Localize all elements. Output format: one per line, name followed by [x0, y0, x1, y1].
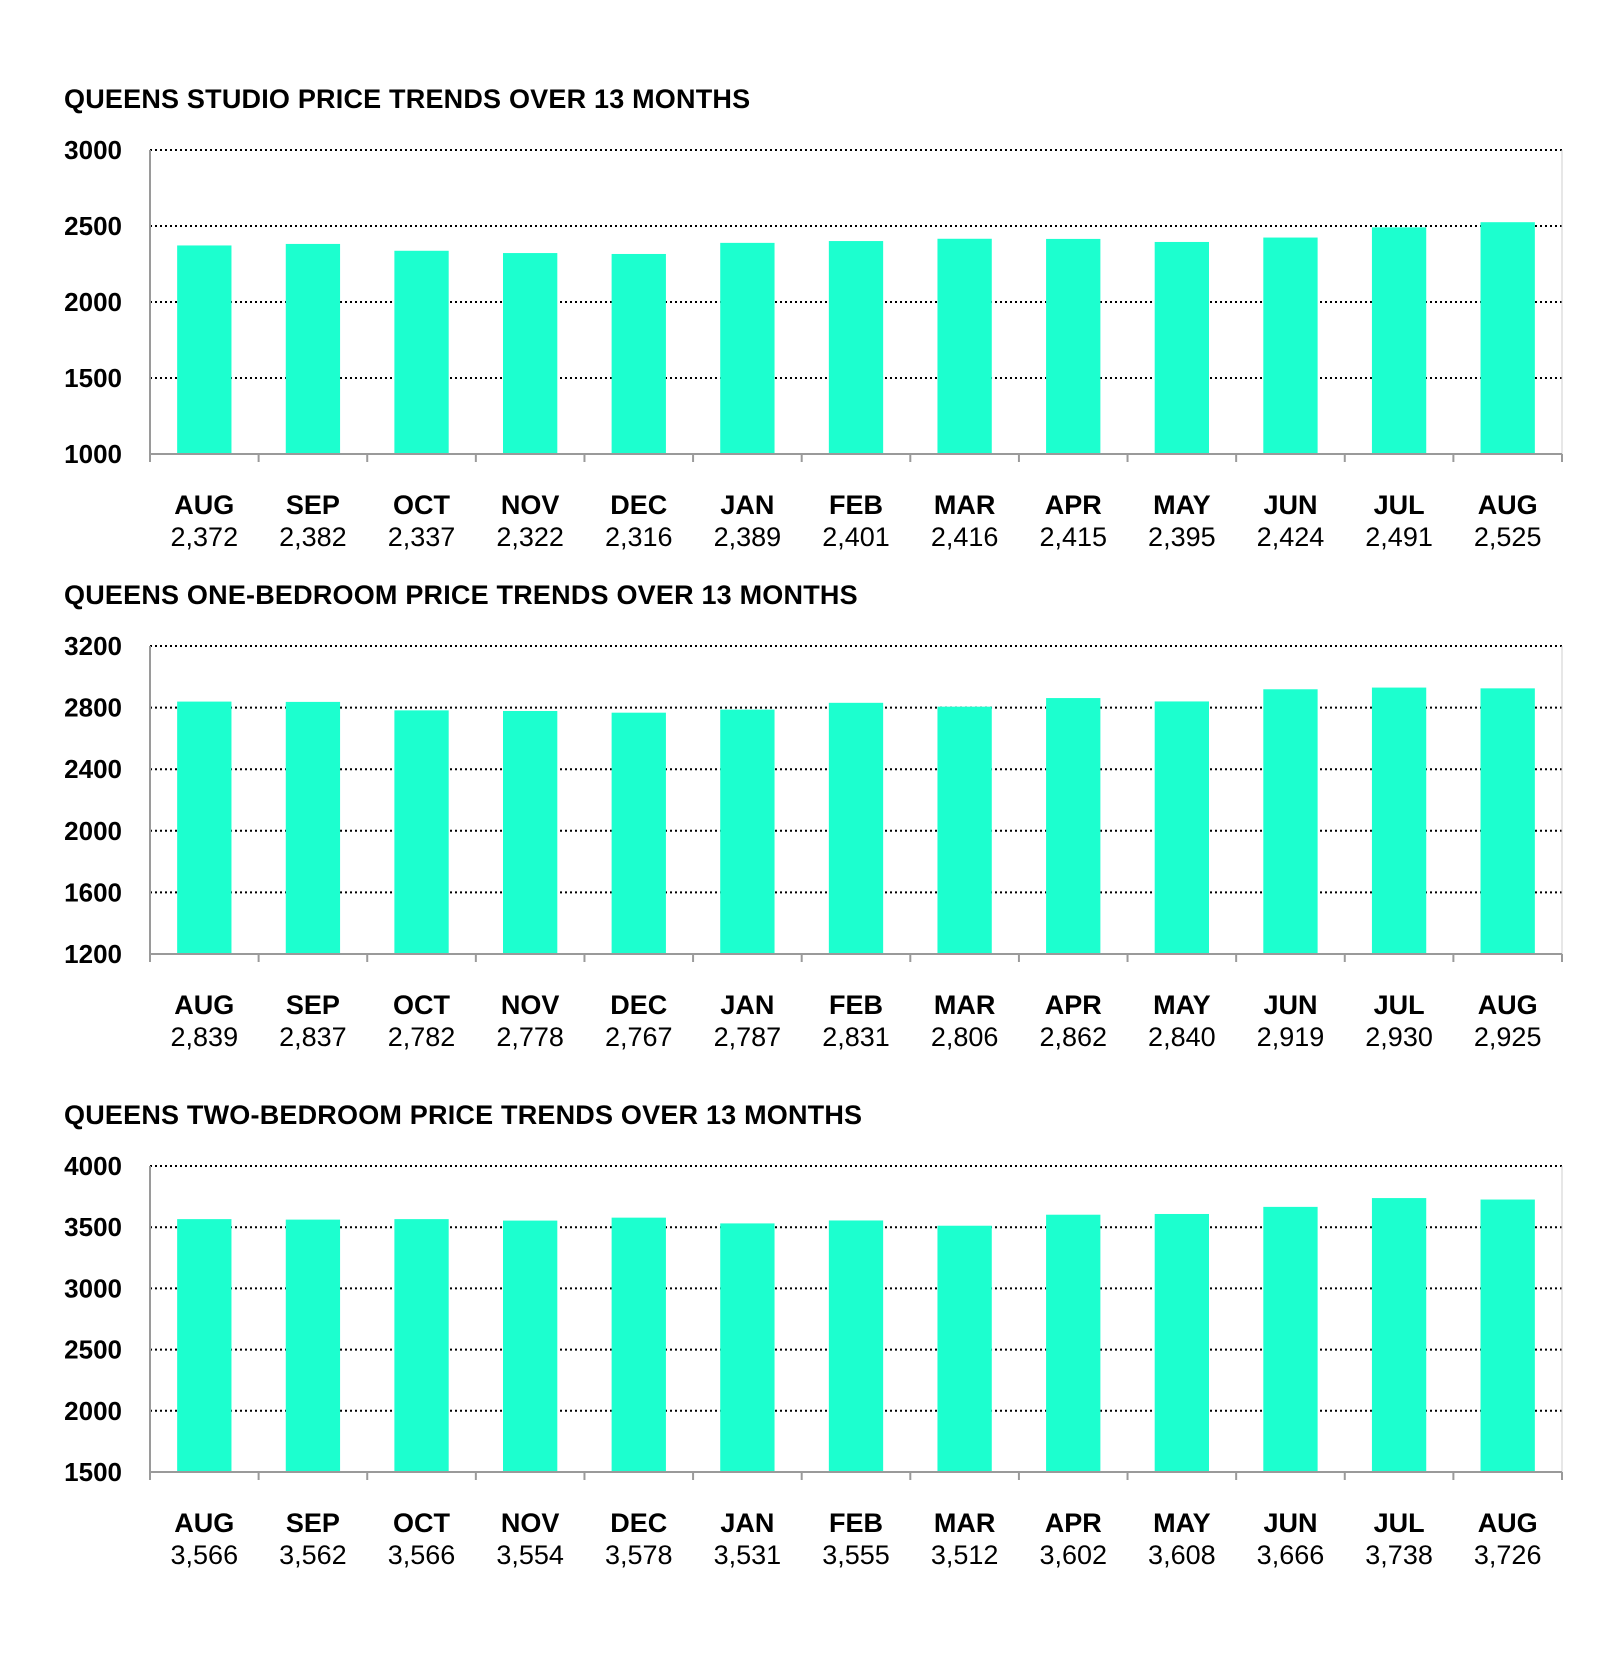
value-label: 2,491 — [1365, 522, 1433, 552]
one-bedroom-bar-plot — [0, 566, 1600, 1056]
chart-title: QUEENS STUDIO PRICE TRENDS OVER 13 MONTHS — [64, 84, 751, 114]
bar — [612, 1218, 666, 1472]
value-label: 3,602 — [1039, 1540, 1108, 1570]
bar — [612, 254, 666, 454]
category-label: DEC — [610, 1508, 668, 1538]
category-label: AUG — [174, 490, 235, 520]
bar — [1372, 227, 1426, 454]
value-label: 2,837 — [279, 1022, 347, 1052]
value-label: 3,562 — [279, 1540, 347, 1570]
value-label: 3,726 — [1473, 1540, 1542, 1570]
bar — [1155, 1214, 1209, 1472]
bar — [394, 1219, 448, 1472]
y-tick-label: 2000 — [64, 815, 122, 846]
value-label: 2,525 — [1473, 522, 1542, 552]
category-label: OCT — [393, 1508, 451, 1538]
category-label: AUG — [174, 1508, 235, 1538]
value-label: 2,337 — [387, 522, 456, 552]
bar — [394, 251, 448, 454]
studio-bar-plot — [0, 70, 1600, 560]
category-label: JAN — [720, 990, 775, 1020]
category-label: OCT — [393, 990, 451, 1020]
category-label: JUN — [1263, 1508, 1318, 1538]
bar — [177, 245, 231, 454]
bar — [937, 239, 991, 454]
category-label: APR — [1044, 990, 1102, 1020]
category-label: AUG — [1477, 1508, 1538, 1538]
value-label: 3,512 — [930, 1540, 999, 1570]
value-label: 3,566 — [387, 1540, 456, 1570]
y-tick-label: 4000 — [64, 1151, 122, 1181]
two-bedroom-bar-plot — [0, 1086, 1600, 1576]
y-tick-label: 1000 — [64, 439, 122, 469]
value-label: 2,782 — [387, 1022, 456, 1052]
value-label: 3,554 — [496, 1540, 564, 1570]
bar — [1155, 242, 1209, 454]
bar — [503, 253, 557, 454]
y-tick-label: 2500 — [64, 1334, 122, 1365]
y-tick-label: 2800 — [64, 692, 122, 723]
value-label: 3,666 — [1256, 1540, 1325, 1570]
value-label: 3,531 — [713, 1540, 782, 1570]
bar — [286, 702, 340, 954]
bar — [1263, 689, 1317, 954]
value-label: 3,738 — [1365, 1540, 1433, 1570]
bar — [937, 1226, 991, 1472]
bar — [1046, 1215, 1100, 1472]
category-label: JAN — [720, 490, 775, 520]
category-label: SEP — [285, 490, 340, 520]
value-label: 3,608 — [1148, 1540, 1216, 1570]
category-label: NOV — [500, 1508, 560, 1538]
value-label: 2,401 — [822, 522, 890, 552]
category-label: FEB — [829, 990, 883, 1020]
bar — [1155, 701, 1209, 954]
value-label: 2,925 — [1473, 1022, 1542, 1052]
category-label: JAN — [720, 1508, 775, 1538]
category-label: APR — [1044, 490, 1102, 520]
bar — [1481, 1200, 1535, 1472]
category-label: MAY — [1153, 990, 1211, 1020]
category-label: MAR — [933, 990, 996, 1020]
bar — [286, 1220, 340, 1472]
y-tick-label: 1600 — [64, 877, 122, 908]
y-tick-label: 3000 — [64, 135, 122, 165]
bar — [612, 713, 666, 954]
y-tick-label: 3000 — [64, 1273, 122, 1304]
bar — [1481, 688, 1535, 954]
value-label: 2,372 — [170, 522, 239, 552]
category-label: FEB — [829, 1508, 883, 1538]
value-label: 2,862 — [1039, 1022, 1108, 1052]
category-label: SEP — [285, 990, 340, 1020]
category-label: JUL — [1373, 490, 1425, 520]
bar — [177, 702, 231, 954]
bar — [829, 703, 883, 954]
value-label: 2,395 — [1148, 522, 1216, 552]
value-label: 2,806 — [930, 1022, 999, 1052]
category-label: JUL — [1373, 1508, 1425, 1538]
bar — [1372, 1198, 1426, 1472]
bar — [503, 711, 557, 954]
category-label: SEP — [285, 1508, 340, 1538]
value-label: 3,578 — [604, 1540, 673, 1570]
category-label: JUN — [1263, 490, 1318, 520]
category-label: JUN — [1263, 990, 1318, 1020]
category-label: NOV — [500, 990, 560, 1020]
bar — [1046, 239, 1100, 454]
chart-title: QUEENS TWO-BEDROOM PRICE TRENDS OVER 13 MONTHS — [64, 1100, 863, 1130]
category-label: FEB — [829, 490, 883, 520]
category-label: DEC — [610, 990, 668, 1020]
value-label: 3,555 — [822, 1540, 890, 1570]
bar — [1263, 238, 1317, 454]
bar — [394, 710, 448, 954]
bar — [1263, 1207, 1317, 1472]
value-label: 2,424 — [1256, 522, 1325, 552]
category-label: MAY — [1153, 1508, 1211, 1538]
bar — [177, 1219, 231, 1472]
value-label: 2,930 — [1365, 1022, 1433, 1052]
value-label: 2,840 — [1148, 1022, 1216, 1052]
value-label: 2,919 — [1256, 1022, 1325, 1052]
y-tick-label: 2000 — [64, 1395, 122, 1426]
value-label: 2,322 — [496, 522, 564, 552]
bar — [829, 1220, 883, 1472]
value-label: 2,316 — [604, 522, 673, 552]
y-tick-label: 2000 — [64, 287, 122, 317]
value-label: 2,382 — [279, 522, 347, 552]
category-label: MAY — [1153, 490, 1211, 520]
bar — [720, 710, 774, 954]
chart-title: QUEENS ONE-BEDROOM PRICE TRENDS OVER 13 MONTHS — [64, 580, 858, 610]
category-label: AUG — [1477, 490, 1538, 520]
value-label: 2,767 — [604, 1022, 673, 1052]
y-tick-label: 1500 — [64, 1457, 122, 1487]
y-tick-label: 3500 — [64, 1212, 122, 1243]
category-label: AUG — [1477, 990, 1538, 1020]
value-label: 2,415 — [1039, 522, 1108, 552]
y-tick-label: 2500 — [64, 211, 122, 241]
bar — [1481, 222, 1535, 454]
category-label: NOV — [500, 490, 560, 520]
category-label: AUG — [174, 990, 235, 1020]
bar — [720, 1223, 774, 1472]
category-label: APR — [1044, 1508, 1102, 1538]
y-tick-label: 1200 — [64, 939, 122, 969]
value-label: 2,778 — [496, 1022, 564, 1052]
y-tick-label: 1500 — [64, 363, 122, 393]
category-label: DEC — [610, 490, 668, 520]
y-tick-label: 2400 — [64, 754, 122, 785]
value-label: 2,839 — [170, 1022, 239, 1052]
bar — [286, 244, 340, 454]
value-label: 2,416 — [930, 522, 999, 552]
bar — [937, 707, 991, 954]
value-label: 2,389 — [713, 522, 782, 552]
bar — [503, 1221, 557, 1472]
value-label: 2,831 — [822, 1022, 890, 1052]
category-label: MAR — [933, 1508, 996, 1538]
bar — [1372, 688, 1426, 954]
category-label: OCT — [393, 490, 451, 520]
value-label: 3,566 — [170, 1540, 239, 1570]
bar — [829, 241, 883, 454]
bar — [720, 243, 774, 454]
bar — [1046, 698, 1100, 954]
category-label: JUL — [1373, 990, 1425, 1020]
category-label: MAR — [933, 490, 996, 520]
value-label: 2,787 — [713, 1022, 782, 1052]
y-tick-label: 3200 — [64, 631, 122, 661]
